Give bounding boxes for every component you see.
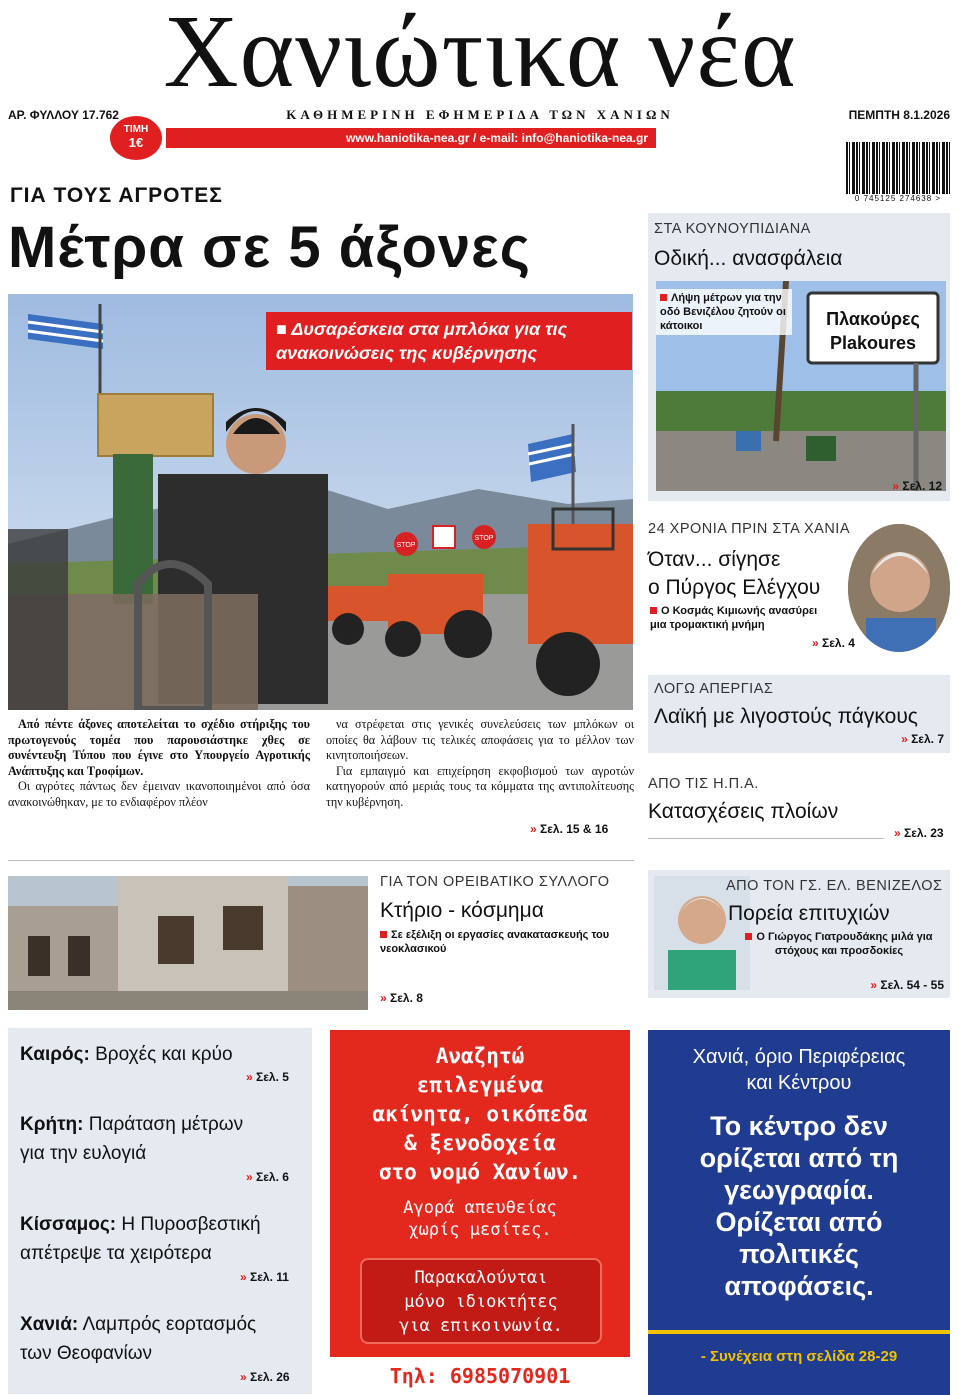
brief-item-crete[interactable] [20, 1110, 270, 1168]
brief-label: Κρήτη: [20, 1114, 84, 1135]
ad-blue-footer[interactable]: - Συνέχεια στη σελίδα 28-29 [700, 1348, 898, 1365]
arrow-icon: » [812, 636, 823, 650]
lead-paragraph-2: Οι αγρότες πάντως δεν έμειναν ικανοποιημένοι από όσα ανακοινώθηκαν, με το ενδιαφέρον πλέον [8, 779, 310, 809]
ad-blue-main-5: πολιτικές [739, 1239, 859, 1269]
ad-red-owner-box [360, 1258, 602, 1344]
lead-pageref[interactable] [530, 822, 608, 836]
brief-label: Καιρός: [20, 1044, 90, 1065]
brief-text: Λαμπρός εορτασμός των Θεοφανίων [20, 1314, 257, 1364]
lead-paragraph-3: να στρέφεται στις γενικές συνελεύσεις των μπλόκων οι οποίες θα λάβουν τις τελικές αποφάσεις για το μέλλον των κινητοποιήσεων. [326, 717, 634, 763]
building-kicker: ΓΙΑ ΤΟΝ ΟΡΕΙΒΑΤΙΚΟ ΣΥΛΛΟΓΟ [380, 874, 610, 890]
side2-portrait [848, 524, 950, 652]
venizelos-title: Πορεία επιτυχιών [728, 902, 890, 925]
price-label: ΤΙΜΗ [123, 124, 149, 135]
venizelos-kicker: ΑΠΟ ΤΟΝ ΓΣ. ΕΛ. ΒΕΝΙΖΕΛΟΣ [726, 878, 943, 894]
divider [648, 838, 884, 839]
arrow-icon: » [894, 826, 905, 840]
lead-paragraph-1: Από πέντε άξονες αποτελείται το σχέδιο στήριξης του πρωτογενούς τομέα που παρουσιάστηκε χθες σε συνέντευξη Τύπου που έγινε στο Υπουργείο Αγροτικής Ανάπτυξης και Τροφίμων. [8, 717, 310, 778]
ad-red-line-1: Αναζητώ [435, 1044, 525, 1068]
side2-title-line-1: Όταν... σίγησε [648, 548, 781, 571]
arrow-icon: » [246, 1070, 257, 1084]
brief-text: Παράταση μέτρων για την ευλογιά [20, 1114, 244, 1164]
arrow-icon: » [240, 1370, 251, 1384]
stop-sign-text-2: STOP [474, 535, 494, 542]
ad-red-line-7: χωρίς μεσίτες. [408, 1220, 552, 1240]
lead-kicker: ΓΙΑ ΤΟΥΣ ΑΓΡΟΤΕΣ [10, 184, 223, 207]
lead-paragraph-4: Για εμπαιγμό και επιχείρηση εκφοβισμού των αγροτών κατηγορούν από μεριάς τους τα κόμματα της αντιπολίτευσης την κυβέρνηση. [326, 763, 634, 809]
side4-pageref[interactable]: » Σελ. 23 [894, 826, 944, 840]
price-value: 1€ [128, 135, 144, 150]
arrow-icon: » [870, 978, 881, 992]
issue-number: ΑΡ. ΦΥΛΛΟΥ 17.762 [8, 108, 119, 122]
side2-pageref[interactable]: » Σελ. 4 [812, 636, 855, 650]
side3-title: Λαϊκή με λιγοστούς πάγκους [654, 705, 918, 728]
ad-blue-main-2: ορίζεται από τη [699, 1143, 899, 1173]
building-title[interactable]: Κτήριο - κόσμημα [380, 899, 544, 922]
ad-blue-main-4: Ορίζεται από [715, 1207, 883, 1237]
ad-red-line-2: επιλεγμένα [416, 1073, 544, 1097]
lead-photo-note: ■ Δυσαρέσκεια στα μπλόκα για τις ανακοινώσεις της κυβέρνησης [266, 312, 632, 370]
ad-blue-main-6: αποφάσεις. [724, 1271, 874, 1301]
side1-bullet: Λήψη μέτρων για την οδό Βενιζέλου ζητούν οι κάτοικοι [656, 289, 792, 335]
brief-pageref[interactable]: » Σελ. 11 [240, 1270, 289, 1284]
arrow-icon: » [892, 479, 903, 493]
newspaper-masthead: Χανιώτικα νέα [163, 0, 797, 109]
lead-headline[interactable]: Μέτρα σε 5 άξονες [8, 215, 531, 280]
side-story-1[interactable] [648, 213, 950, 501]
sign-greek-text: Πλακούρες [826, 309, 920, 329]
ad-red-phone[interactable]: Τηλ: 6985070901 [330, 1357, 630, 1395]
divider [8, 860, 634, 861]
neoclassical-building-image [8, 876, 368, 1010]
arrow-icon: » [240, 1270, 251, 1284]
brief-pageref[interactable]: » Σελ. 5 [246, 1070, 289, 1084]
side2-title[interactable] [648, 546, 820, 602]
building-photo[interactable] [8, 876, 368, 1010]
side3-pageref[interactable]: » Σελ. 7 [901, 732, 944, 746]
ad-blue-top-2: και Κέντρου [746, 1072, 852, 1094]
building-pageref[interactable]: » Σελ. 8 [380, 991, 423, 1005]
ad-red-line-3: ακίνητα, οικόπεδα [372, 1102, 588, 1126]
side2-title-line-2: ο Πύργος Ελέγχου [648, 576, 821, 599]
stop-sign-text-1: STOP [396, 542, 416, 549]
sign-latin-text: Plakoures [829, 333, 917, 353]
side3-kicker: ΛΟΓΩ ΑΠΕΡΓΙΑΣ [654, 681, 774, 697]
brief-label: Κίσσαμος: [20, 1214, 117, 1235]
ad-red-box-line-3: για επικοινωνία. [399, 1316, 563, 1336]
ad-red-line-5: στο νομό Χανίων. [378, 1160, 582, 1184]
lead-column-1 [8, 717, 310, 811]
ad-blue-top-1: Χανιά, όριο Περιφέρειας [692, 1046, 906, 1068]
opinion-teaser[interactable] [648, 1030, 950, 1395]
venizelos-pageref[interactable]: » Σελ. 54 - 55 [870, 978, 944, 992]
brief-pageref[interactable]: » Σελ. 26 [240, 1370, 290, 1384]
side4-kicker: ΑΠΟ ΤΙΣ Η.Π.Α. [648, 776, 759, 792]
ad-red-box-line-1: Παρακαλούνται [414, 1268, 548, 1288]
brief-item-weather[interactable] [20, 1040, 304, 1069]
masthead-subtitle: ΚΑΘΗΜΕΡΙΝΗ ΕΦΗΜΕΡΙΔΑ ΤΩΝ ΧΑΝΙΩΝ [286, 107, 674, 122]
brief-text: Η Πυροσβεστική απέτρεψε τα χειρότερα [20, 1214, 261, 1264]
lead-pageref-text: Σελ. 15 & 16 [540, 822, 609, 836]
lead-column-2 [326, 717, 634, 811]
divider [648, 1330, 950, 1334]
building-bullet: Σε εξέλιξη οι εργασίες ανακατασκευής του νεοκλασικού [380, 929, 610, 955]
side1-title: Οδική... ανασφάλεια [654, 247, 843, 270]
price-badge [110, 116, 162, 160]
arrow-icon: » [901, 732, 912, 746]
ad-red-box-line-2: μόνο ιδιοκτήτες [404, 1292, 558, 1312]
brief-item-chania[interactable] [20, 1310, 290, 1368]
ad-blue-main-1: Το κέντρο δεν [710, 1111, 888, 1141]
ad-red-line-6: Αγορά απευθείας [403, 1198, 557, 1218]
website-bar[interactable]: www.haniotika-nea.gr / e-mail: info@haniotika-nea.gr [166, 128, 656, 148]
brief-text: Βροχές και κρύο [95, 1044, 233, 1065]
brief-item-kissamos[interactable] [20, 1210, 290, 1268]
side4-title[interactable]: Κατασχέσεις πλοίων [648, 800, 839, 823]
barcode [846, 142, 950, 206]
brief-pageref[interactable]: » Σελ. 6 [246, 1170, 289, 1184]
venizelos-story[interactable] [648, 870, 950, 998]
barcode-icon [846, 142, 950, 194]
brief-label: Χανιά: [20, 1314, 79, 1335]
side1-pageref[interactable]: » Σελ. 12 [892, 479, 942, 493]
side-story-3[interactable] [648, 675, 950, 753]
side2-kicker: 24 ΧΡΟΝΙΑ ΠΡΙΝ ΣΤΑ ΧΑΝΙΑ [648, 521, 851, 537]
arrow-icon: » [530, 822, 541, 836]
ad-blue-main-3: γεωγραφία. [724, 1175, 874, 1205]
barcode-number: 0 745125 274638 > [854, 194, 942, 203]
arrow-icon: » [246, 1170, 257, 1184]
side2-bullet: Ο Κοσμάς Κιμιωνής ανασύρει μια τρομακτική μνήμη [650, 605, 818, 631]
ad-red-line-4: & ξενοδοχεία [404, 1131, 556, 1155]
real-estate-ad[interactable] [330, 1030, 630, 1395]
arrow-icon: » [380, 991, 391, 1005]
venizelos-bullet: Ο Γιώργος Γιατρουδάκης μιλά για στόχους και προσδοκίες [734, 930, 944, 958]
side1-kicker: ΣΤΑ ΚΟΥΝΟΥΠΙΔΙΑΝΑ [654, 221, 811, 237]
man-portrait-image [848, 524, 950, 652]
issue-date: ΠΕΜΠΤΗ 8.1.2026 [848, 108, 950, 122]
